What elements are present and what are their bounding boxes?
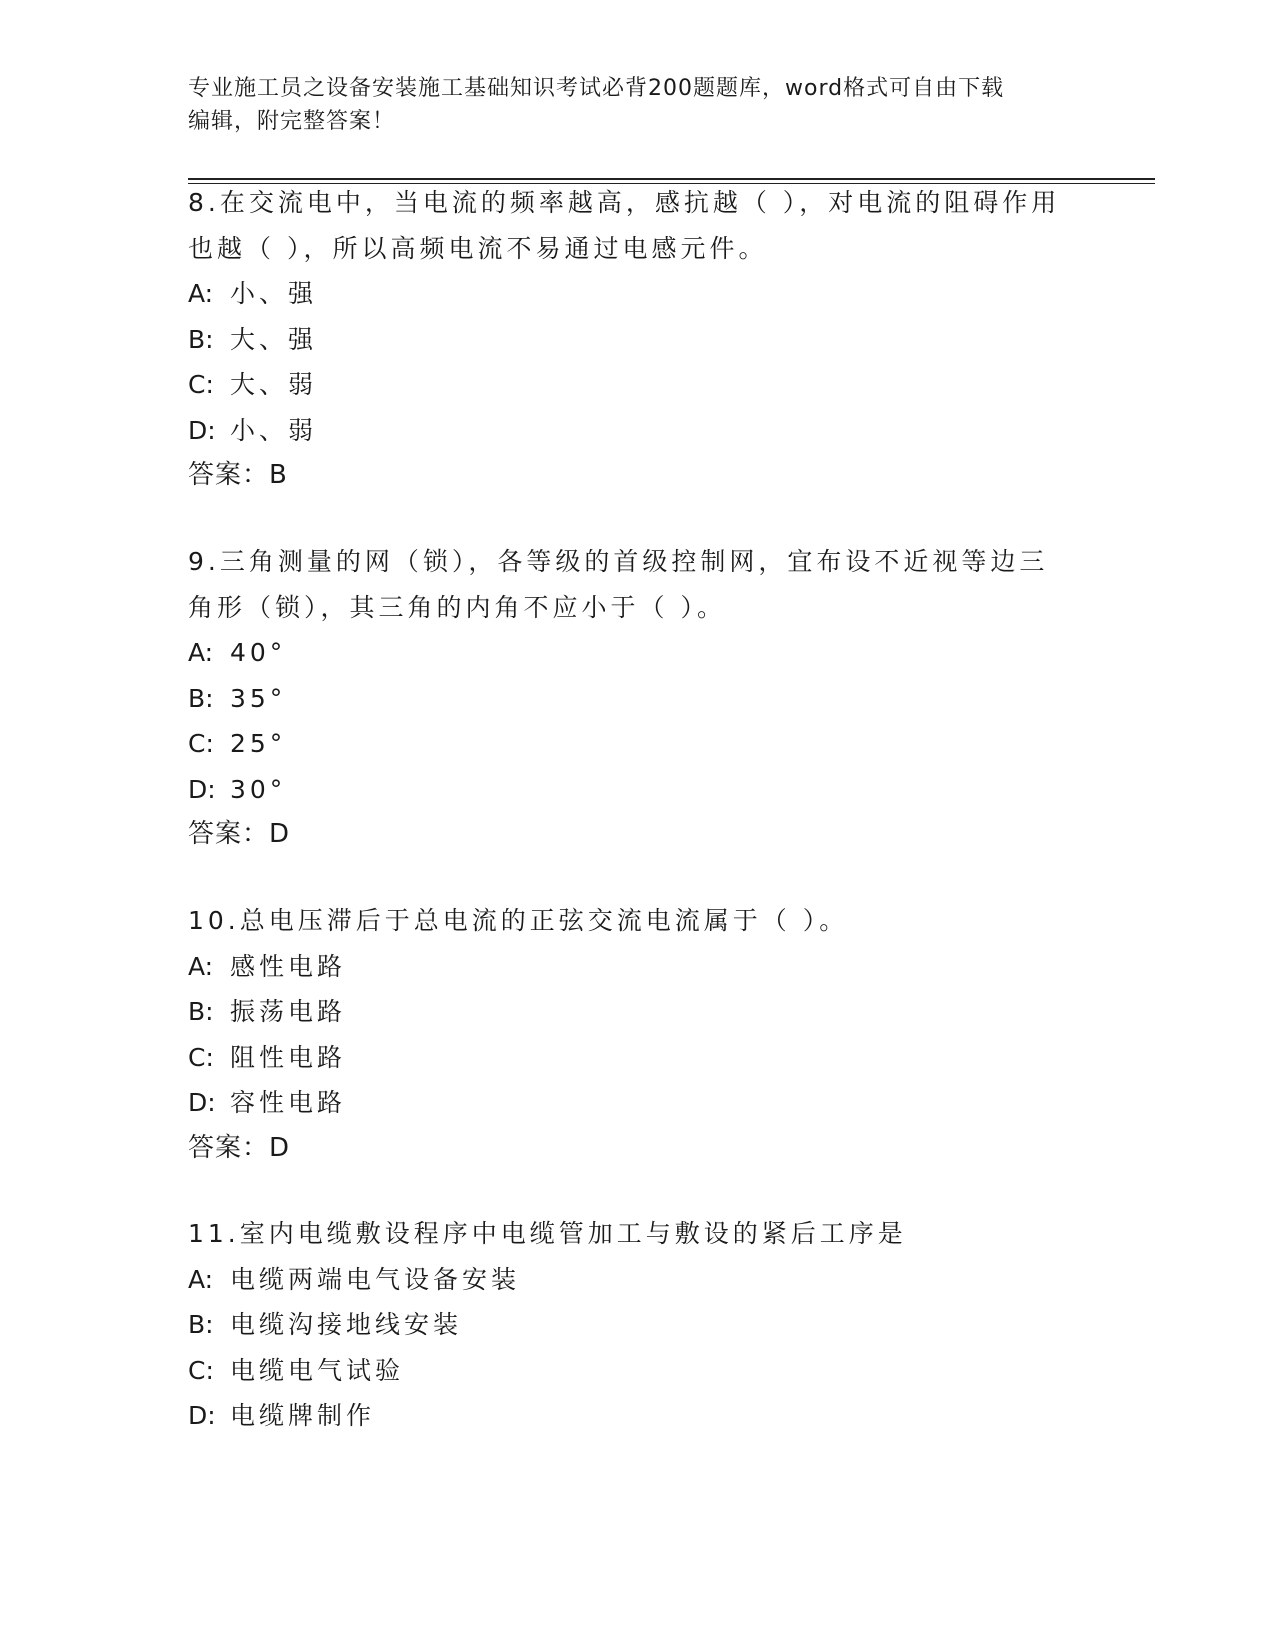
question-stem-line: 9.三角测量的网（锁），各等级的首级控制网，宜布设不近视等边三 xyxy=(188,547,1049,576)
option-d xyxy=(188,1393,1088,1439)
option-key: C: xyxy=(188,729,214,758)
question-9 xyxy=(188,539,1088,858)
option-key: B: xyxy=(188,1310,214,1339)
option-text: 35° xyxy=(230,683,287,713)
option-c xyxy=(188,721,1088,767)
option-key: D: xyxy=(188,774,216,804)
option-b xyxy=(188,1302,1088,1348)
option-text: 30° xyxy=(230,774,287,804)
option-text: 40° xyxy=(230,638,287,667)
option-text: 感性电路 xyxy=(230,951,347,981)
option-key: A: xyxy=(188,1264,214,1294)
option-text: 25° xyxy=(230,729,287,758)
option-key: B: xyxy=(188,324,214,354)
option-d xyxy=(188,767,1088,813)
option-key: D: xyxy=(188,1088,216,1117)
option-d xyxy=(188,408,1088,454)
option-a xyxy=(188,630,1088,676)
question-8 xyxy=(188,180,1088,499)
option-key: D: xyxy=(188,1401,216,1430)
option-b xyxy=(188,317,1088,363)
document-header xyxy=(188,72,1088,138)
option-text: 电缆两端电气设备安装 xyxy=(230,1264,521,1294)
option-c xyxy=(188,362,1088,408)
question-10 xyxy=(188,898,1088,1171)
option-text: 振荡电路 xyxy=(230,997,347,1026)
header-line-1: 专业施工员之设备安装施工基础知识考试必背200题题库，word格式可自由下载 xyxy=(188,76,1005,101)
option-key: C: xyxy=(188,1042,214,1072)
option-key: A: xyxy=(188,951,214,981)
option-b xyxy=(188,989,1088,1035)
option-text: 大、强 xyxy=(230,324,318,354)
option-text: 电缆牌制作 xyxy=(230,1401,376,1430)
option-text: 容性电路 xyxy=(230,1088,347,1117)
option-text: 小、强 xyxy=(230,279,318,308)
option-a xyxy=(188,1257,1088,1303)
option-key: A: xyxy=(188,279,214,308)
option-text: 电缆电气试验 xyxy=(230,1355,405,1385)
answer-line: 答案：D xyxy=(188,1132,291,1163)
question-stem-line: 10.总电压滞后于总电流的正弦交流电流属于（ ）。 xyxy=(188,906,849,935)
option-a xyxy=(188,271,1088,317)
answer-line: 答案：D xyxy=(188,819,291,849)
option-key: A: xyxy=(188,638,214,667)
option-c xyxy=(188,1348,1088,1394)
option-key: C: xyxy=(188,370,214,399)
option-d xyxy=(188,1080,1088,1126)
option-text: 阻性电路 xyxy=(230,1042,347,1072)
option-c xyxy=(188,1035,1088,1081)
option-text: 电缆沟接地线安装 xyxy=(230,1310,463,1339)
question-stem-line: 角形（锁），其三角的内角不应小于（ ）。 xyxy=(188,592,726,622)
option-key: B: xyxy=(188,997,214,1026)
option-b xyxy=(188,676,1088,722)
header-line-2: 编辑，附完整答案！ xyxy=(188,109,396,134)
option-a xyxy=(188,944,1088,990)
answer-line: 答案：B xyxy=(188,460,288,490)
option-key: D: xyxy=(188,415,216,445)
option-text: 小、弱 xyxy=(230,415,318,445)
option-key: C: xyxy=(188,1355,214,1385)
option-key: B: xyxy=(188,683,214,713)
question-stem-line: 11.室内电缆敷设程序中电缆管加工与敷设的紧后工序是 xyxy=(188,1219,907,1248)
question-stem-line: 也越（ ），所以高频电流不易通过电感元件。 xyxy=(188,233,768,263)
question-stem-line: 8.在交流电中，当电流的频率越高，感抗越（ ），对电流的阻碍作用 xyxy=(188,188,1061,217)
question-11 xyxy=(188,1211,1088,1439)
option-text: 大、弱 xyxy=(230,370,318,399)
